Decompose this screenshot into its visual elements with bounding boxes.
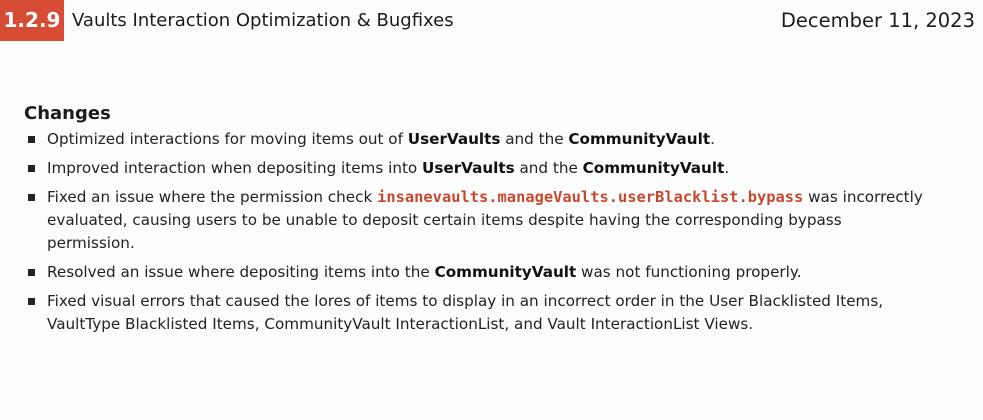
change-item (24, 290, 964, 336)
change-text: was not functioning properly. (576, 263, 802, 281)
bullet-icon (28, 136, 35, 143)
change-item-text (47, 157, 927, 180)
release-header (0, 0, 983, 42)
change-text: and the (514, 159, 583, 177)
change-item-text (47, 261, 927, 284)
change-item (24, 261, 964, 284)
bold-term: CommunityVault (434, 263, 577, 281)
bold-term: CommunityVault (568, 130, 711, 148)
change-text: Fixed visual errors that caused the lores of items to display in an incorrect order in the User Blacklisted Items, VaultType Blacklisted Items, CommunityVault InteractionList, and Vault InteractionList Views. (47, 292, 884, 333)
change-item (24, 157, 964, 180)
bold-term: UserVaults (407, 130, 501, 148)
bullet-icon (28, 298, 35, 305)
changes-section (24, 102, 964, 342)
change-text: . (724, 159, 730, 177)
change-text: Resolved an issue where depositing items into the (47, 263, 435, 281)
change-text: Optimized interactions for moving items out of (47, 130, 408, 148)
change-item-text (47, 128, 927, 151)
change-text: Improved interaction when depositing items into (47, 159, 423, 177)
change-item-text (47, 186, 927, 255)
version-badge: 1.2.9 (0, 0, 64, 41)
change-item (24, 186, 964, 255)
release-date: December 11, 2023 (780, 9, 975, 32)
changes-heading: Changes (24, 103, 111, 124)
permission-node-code: insanevaults.manageVaults.userBlacklist.bypass (377, 188, 804, 206)
bullet-icon (28, 269, 35, 276)
change-item (24, 128, 964, 151)
bullet-icon (28, 194, 35, 201)
changes-list (24, 128, 964, 336)
bold-term: CommunityVault (582, 159, 725, 177)
change-text: and the (500, 130, 569, 148)
change-text: . (710, 130, 715, 148)
change-text: Fixed an issue where the permission check (47, 188, 378, 206)
bold-term: UserVaults (422, 159, 515, 177)
release-title: Vaults Interaction Optimization & Bugfixes (72, 10, 454, 31)
change-text: was incorrectly evaluated, causing users to be unable to deposit certain items despite having the corresponding bypass permission. (47, 188, 923, 252)
bullet-icon (28, 165, 35, 172)
change-item-text (47, 290, 927, 336)
